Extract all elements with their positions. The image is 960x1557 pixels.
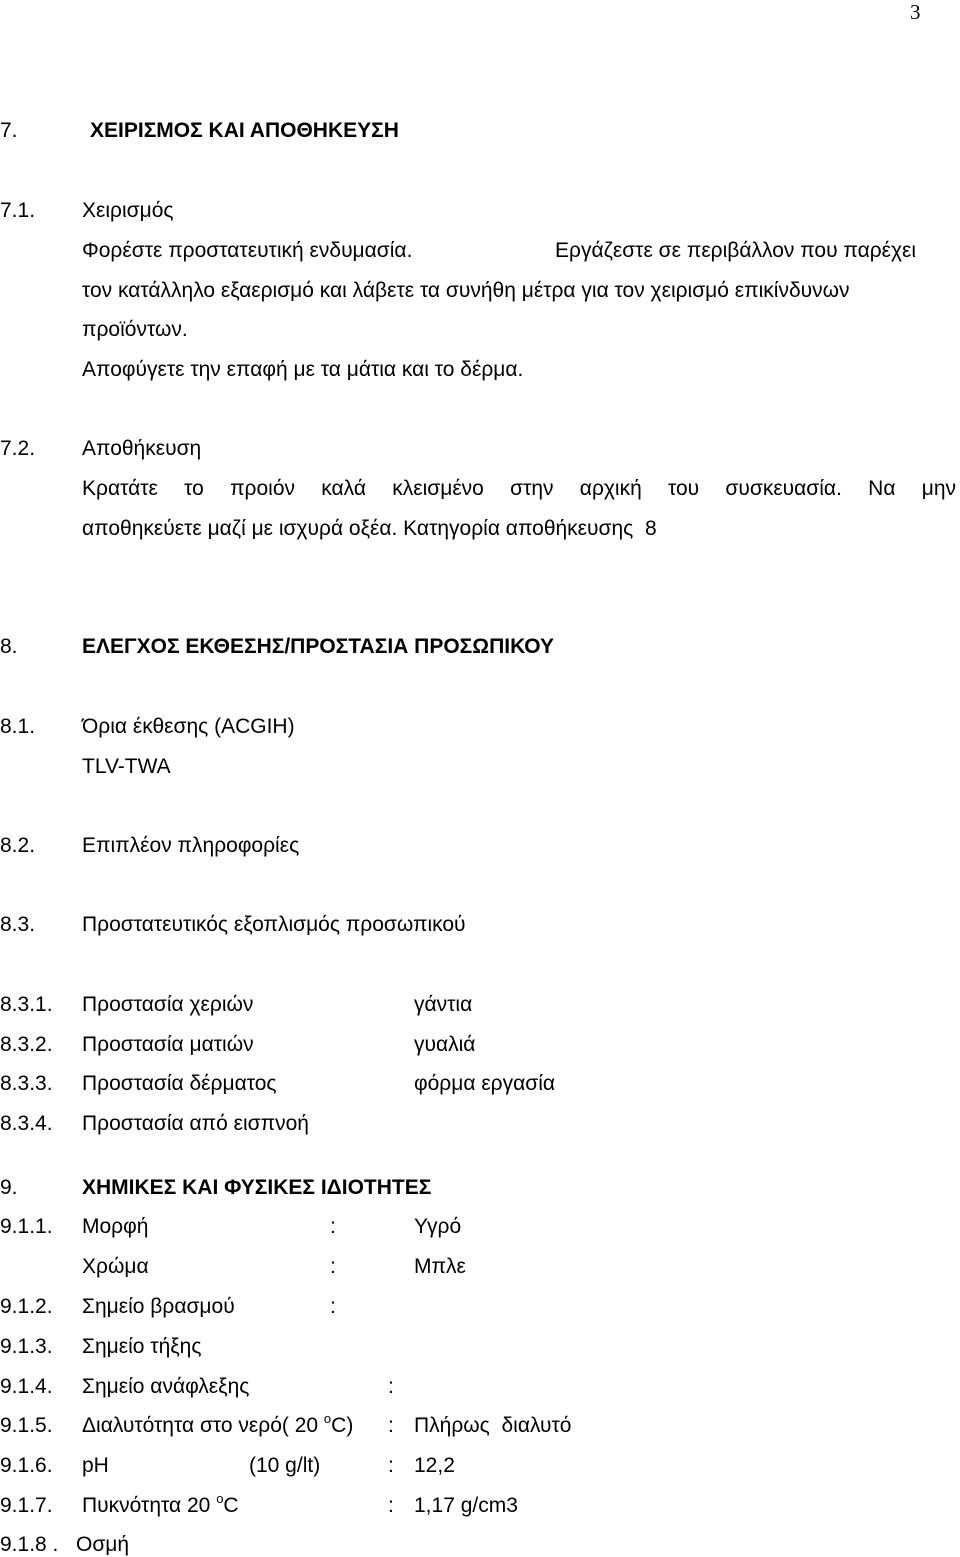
- property-label: Σημείο τήξης: [82, 1335, 202, 1358]
- section-8-2-title: Επιπλέον πληροφορίες: [82, 834, 300, 857]
- property-separator: :: [388, 1454, 394, 1477]
- property-number: 9.1.4.: [0, 1375, 53, 1398]
- section-7-2-title: Αποθήκευση: [82, 437, 202, 460]
- property-number: 9.1.7.: [0, 1494, 53, 1517]
- property-separator: :: [388, 1414, 394, 1437]
- property-label: Οσμή: [76, 1533, 130, 1556]
- property-label-extra: (10 g/lt): [249, 1454, 321, 1477]
- section-8-title: ΕΛΕΓΧΟΣ ΕΚΘΕΣΗΣ/ΠΡΟΣΤΑΣΙΑ ΠΡΟΣΩΠΙΚΟΥ: [82, 635, 555, 658]
- protection-value: γυαλιά: [414, 1033, 476, 1056]
- property-value: Πλήρως διαλυτό: [414, 1414, 572, 1437]
- property-separator: :: [388, 1375, 394, 1398]
- protection-number: 8.3.4.: [0, 1112, 53, 1135]
- property-label: pH: [82, 1454, 109, 1477]
- property-separator: :: [388, 1494, 394, 1517]
- protection-label: Προστασία ματιών: [82, 1033, 254, 1056]
- protection-number: 8.3.2.: [0, 1033, 53, 1056]
- property-separator: :: [330, 1295, 336, 1318]
- section-8-1-number: 8.1.: [0, 715, 36, 738]
- property-separator: :: [330, 1215, 336, 1238]
- protection-value: γάντια: [414, 993, 473, 1016]
- section-8-3-title: Προστατευτικός εξοπλισμός προσωπικού: [82, 913, 466, 936]
- property-number: 9.1.5.: [0, 1414, 53, 1437]
- property-number: 9.1.8 .: [0, 1533, 59, 1556]
- handling-text-4: Αποφύγετε την επαφή με τα μάτια και το δέρμα.: [82, 358, 524, 381]
- property-label: Πυκνότητα 20 $^o$C: [82, 1491, 239, 1517]
- property-label: Διαλυτότητα στο νερό( 20 $^o$C): [82, 1411, 354, 1437]
- protection-value: φόρμα εργασία: [414, 1072, 556, 1095]
- section-9-number: 9.: [0, 1176, 18, 1199]
- protection-label: Προστασία από εισπνοή: [82, 1112, 309, 1135]
- property-label: Μορφή: [82, 1215, 149, 1238]
- handling-text-2: τον κατάλληλο εξαερισμό και λάβετε τα συνήθη μέτρα για τον χειρισμό επικίνδυνων: [82, 279, 850, 302]
- protection-label: Προστασία χεριών: [82, 993, 254, 1016]
- section-8-1-sub: TLV-TWA: [82, 755, 171, 778]
- handling-text-1b: Εργάζεστε σε περιβάλλον που παρέχει: [555, 239, 917, 262]
- section-7-1-title: Χειρισμός: [82, 199, 174, 222]
- section-8-1-title: Όρια έκθεσης (ACGIH): [82, 715, 295, 738]
- property-label: Χρώμα: [82, 1255, 149, 1278]
- section-9-title: ΧΗΜΙΚΕΣ ΚΑΙ ΦΥΣΙΚΕΣ ΙΔΙΟΤΗΤΕΣ: [82, 1176, 432, 1199]
- section-8-3-number: 8.3.: [0, 913, 36, 936]
- storage-text-2: αποθηκεύετε μαζί με ισχυρά οξέα. Κατηγορία αποθήκευσης 8: [82, 517, 657, 540]
- property-number: 9.1.1.: [0, 1215, 53, 1238]
- storage-text-1: Κρατάτε το προιόν καλά κλεισμένο στην αρχική του συσκευασία. Να μην: [82, 477, 956, 500]
- handling-text-3: προϊόντων.: [82, 318, 188, 341]
- protection-number: 8.3.1.: [0, 993, 53, 1016]
- section-7-1-number: 7.1.: [0, 199, 36, 222]
- property-number: 9.1.3.: [0, 1335, 53, 1358]
- property-value: Μπλε: [414, 1255, 466, 1278]
- section-8-2-number: 8.2.: [0, 834, 36, 857]
- section-7-title: ΧΕΙΡΙΣΜΟΣ ΚΑΙ ΑΠΟΘΗΚΕΥΣΗ: [90, 119, 399, 142]
- property-separator: :: [330, 1255, 336, 1278]
- section-7-2-number: 7.2.: [0, 437, 36, 460]
- property-value: Υγρό: [414, 1215, 462, 1238]
- property-number: 9.1.6.: [0, 1454, 53, 1477]
- property-number: 9.1.2.: [0, 1295, 53, 1318]
- handling-text-1a: Φορέστε προστατευτική ενδυμασία.: [82, 239, 413, 262]
- protection-label: Προστασία δέρματος: [82, 1072, 277, 1095]
- protection-number: 8.3.3.: [0, 1072, 53, 1095]
- property-value: 1,17 g/cm3: [414, 1494, 518, 1517]
- section-8-number: 8.: [0, 635, 18, 658]
- property-value: 12,2: [414, 1454, 455, 1477]
- property-label: Σημείο ανάφλεξης: [82, 1375, 250, 1398]
- page-number: 3: [910, 0, 921, 24]
- section-7-number: 7.: [0, 119, 18, 142]
- property-label: Σημείο βρασμού: [82, 1295, 235, 1318]
